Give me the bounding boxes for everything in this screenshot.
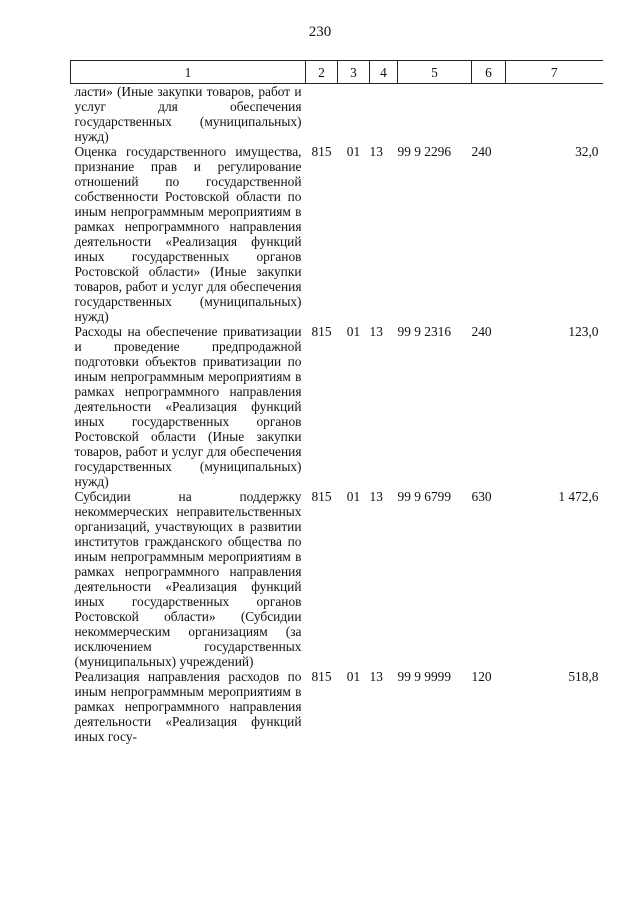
- ministry-code: [306, 84, 338, 145]
- table-header-row: [71, 61, 603, 84]
- table-row: [71, 144, 603, 324]
- target-item-code: 99 9 6799: [397, 489, 452, 504]
- section-code: 01: [346, 324, 361, 339]
- amount: 32,0: [575, 144, 599, 159]
- expense-type-code: [472, 84, 506, 145]
- table-row: [71, 669, 603, 744]
- subsection-code: 13: [369, 324, 383, 339]
- table-row: [71, 489, 603, 669]
- amount: 1 472,6: [558, 489, 599, 504]
- expense-type-code: 120: [471, 669, 492, 684]
- page-number: 230: [308, 24, 332, 40]
- target-item-code: [398, 84, 472, 145]
- section-code: 01: [346, 144, 361, 159]
- header-col-1: 1: [71, 61, 306, 84]
- expense-name: Оценка государственного имущества, признание прав и регулирование отношений по государственной собственности Ростовской области по иным непрограммным мероприятиям в рамках непрограммного направления деятельности «Реализация функций иных государственных органов Ростовской области» (Иные закупки товаров, работ и услуг для обеспечения государственных (муниципальных) нужд): [74, 144, 302, 324]
- ministry-code: 815: [311, 669, 332, 684]
- header-col-4: 4: [370, 61, 398, 84]
- table-row: [71, 324, 603, 489]
- expense-name: ласти» (Иные закупки товаров, работ и услуг для обеспечения государственных (муниципальных) нужд): [74, 84, 302, 144]
- subsection-code: [370, 84, 398, 145]
- amount: 518,8: [568, 669, 599, 684]
- expense-name: Расходы на обеспечение приватизации и проведение предпродажной подготовки объектов приватизации по иным непрограммным мероприятиям в рамках непрограммного направления деятельности «Реализация функций иных государственных органов Ростовской области (Иные закупки товаров, работ и услуг для обеспечения государственных (муниципальных) нужд): [74, 324, 302, 489]
- subsection-code: 13: [369, 144, 383, 159]
- subsection-code: 13: [369, 489, 383, 504]
- expense-name: Субсидии на поддержку некоммерческих неправительственных организаций, участвующих в развитии институтов гражданского общества по иным непрограммным мероприятиям в рамках непрограммного направления деятельности «Реализация функций иных государственных органов Ростовской области» (Субсидии некоммерческим организациям (за исключением государственных (муниципальных) учреждений): [74, 489, 302, 669]
- amount: [506, 84, 603, 145]
- section-code: [338, 84, 370, 145]
- header-col-3: 3: [338, 61, 370, 84]
- header-col-5: 5: [398, 61, 472, 84]
- amount: 123,0: [568, 324, 599, 339]
- target-item-code: 99 9 2296: [397, 144, 452, 159]
- ministry-code: 815: [311, 144, 332, 159]
- section-code: 01: [346, 669, 361, 684]
- ministry-code: 815: [311, 489, 332, 504]
- budget-table: [70, 60, 603, 744]
- target-item-code: 99 9 9999: [397, 669, 452, 684]
- header-col-6: 6: [472, 61, 506, 84]
- expense-name: Реализация направления расходов по иным непрограммным мероприятиям в рамках непрограммного направления деятельности «Реализация функций иных госу-: [74, 669, 302, 744]
- expense-type-code: 240: [471, 324, 492, 339]
- header-col-2: 2: [306, 61, 338, 84]
- section-code: 01: [346, 489, 361, 504]
- expense-type-code: 240: [471, 144, 492, 159]
- subsection-code: 13: [369, 669, 383, 684]
- table-row: [71, 84, 603, 145]
- header-col-7: 7: [506, 61, 603, 84]
- expense-type-code: 630: [471, 489, 492, 504]
- ministry-code: 815: [311, 324, 332, 339]
- target-item-code: 99 9 2316: [397, 324, 452, 339]
